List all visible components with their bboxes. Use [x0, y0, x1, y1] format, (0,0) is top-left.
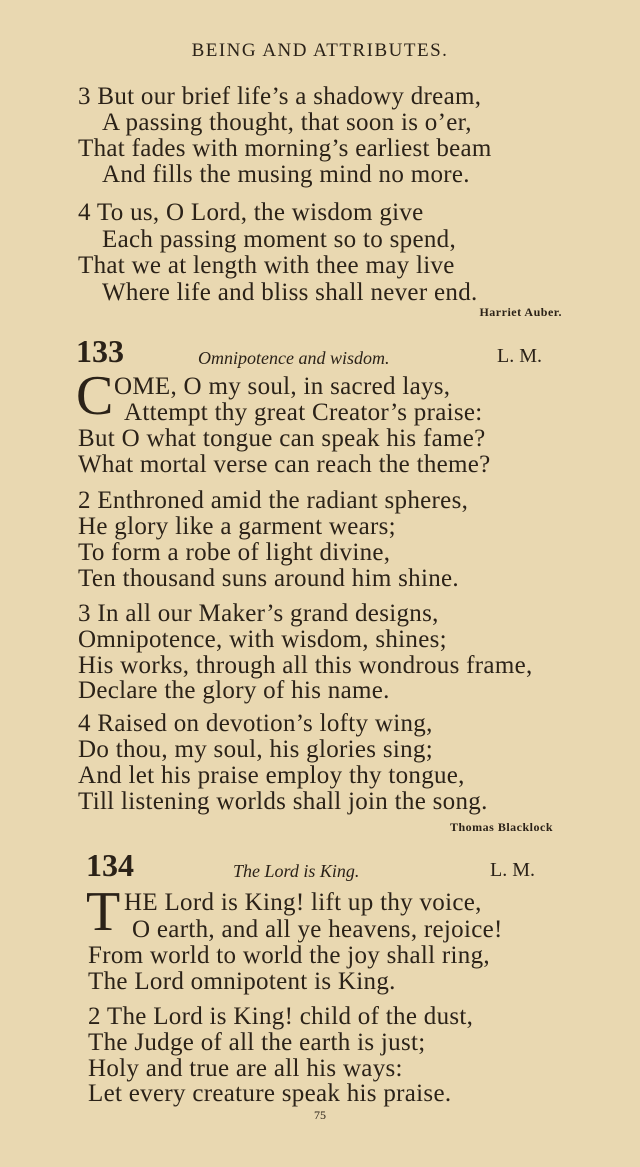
drop-cap: C — [76, 365, 114, 427]
verse-line: The Lord omnipotent is King. — [88, 968, 396, 995]
verse-line: 4 To us, O Lord, the wisdom give — [78, 199, 424, 226]
verse-line: The Judge of all the earth is just; — [88, 1029, 426, 1056]
verse-line: HE Lord is King! lift up thy voice, — [124, 889, 482, 916]
verse-line: Attempt thy great Creator’s praise: — [124, 399, 483, 426]
verse-line: Do thou, my soul, his glories sing; — [78, 736, 433, 763]
hymn-meter: L. M. — [490, 859, 535, 881]
verse-line: That fades with morning’s earliest beam — [78, 135, 492, 162]
hymn-title: Omnipotence and wisdom. — [198, 348, 390, 368]
verse-line: Till listening worlds shall join the song. — [78, 788, 488, 815]
verse-line: 3 But our brief life’s a shadowy dream, — [78, 83, 482, 110]
verse-line: And let his praise employ thy tongue, — [78, 762, 465, 789]
drop-cap: T — [86, 881, 121, 943]
verse-line: O earth, and all ye heavens, rejoice! — [132, 916, 503, 943]
verse-line: Ten thousand suns around him shine. — [78, 565, 459, 592]
verse-line: He glory like a garment wears; — [78, 513, 396, 540]
verse-line: And fills the musing mind no more. — [102, 161, 470, 188]
verse-line: Where life and bliss shall never end. — [102, 279, 478, 306]
verse-line: That we at length with thee may live — [78, 252, 455, 279]
verse-line: His works, through all this wondrous frame, — [78, 652, 533, 679]
verse-line: From world to world the joy shall ring, — [88, 942, 490, 969]
running-head: BEING AND ATTRIBUTES. — [191, 40, 449, 61]
hymn-meter: L. M. — [497, 345, 542, 367]
verse-line: 3 In all our Maker’s grand designs, — [78, 600, 439, 627]
hymn-title: The Lord is King. — [233, 861, 360, 881]
verse-line: What mortal verse can reach the theme? — [78, 451, 491, 478]
verse-line: 2 Enthroned amid the radiant spheres, — [78, 487, 469, 514]
verse-line: Omnipotence, with wisdom, shines; — [78, 626, 447, 653]
verse-line: Declare the glory of his name. — [78, 677, 390, 704]
verse-line: Holy and true are all his ways: — [88, 1055, 403, 1082]
hymn-author: Harriet Auber. — [479, 305, 562, 319]
verse-line: Each passing moment so to spend, — [102, 226, 456, 253]
verse-line: To form a robe of light divine, — [78, 539, 391, 566]
hymn-author: Thomas Blacklock — [449, 820, 553, 834]
verse-line: A passing thought, that soon is o’er, — [102, 109, 472, 136]
verse-line: Let every creature speak his praise. — [88, 1080, 452, 1107]
page-number: 75 — [314, 1108, 326, 1122]
hymn-number: 134 — [86, 847, 134, 883]
verse-line: But O what tongue can speak his fame? — [78, 425, 486, 452]
verse-line: 2 The Lord is King! child of the dust, — [88, 1003, 474, 1030]
verse-line: OME, O my soul, in sacred lays, — [114, 373, 451, 400]
verse-line: 4 Raised on devotion’s lofty wing, — [78, 710, 433, 737]
hymn-number: 133 — [76, 333, 124, 369]
